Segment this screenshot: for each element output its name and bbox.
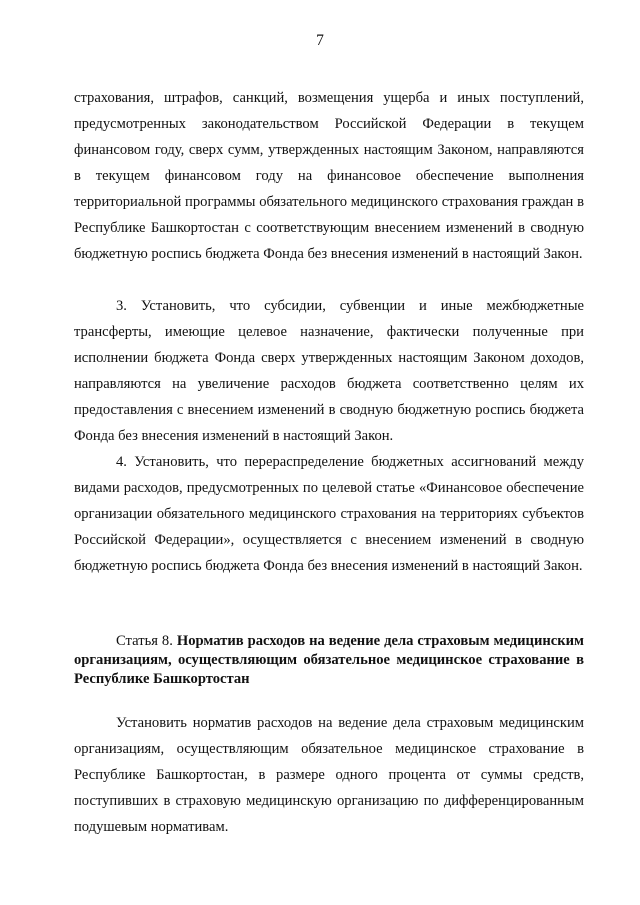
paragraph-continuation	[74, 85, 584, 267]
paragraph-text: 3. Установить, что субсидии, субвенции и иные межбюджетные трансферты, имеющие целевое назначение, фактически полученные при исполнении бюджета Фонда сверх утвержденных настоящим Законом доходов, направляются на увеличение расходов бюджета соответственно целям их предоставления с внесением изменений в сводную бюджетную роспись бюджета Фонда без внесения изменений в настоящий Закон.	[74, 298, 584, 444]
article-title: Норматив расходов на ведение дела страховым медицинским организациям, осуществляющим обязательное медицинское страхование в Республике Башкортостан	[74, 633, 584, 687]
paragraph-text: 4. Установить, что перераспределение бюджетных ассигнований между видами расходов, предусмотренных по целевой статье «Финансовое обеспечение организации обязательного медицинского страхования на территориях субъектов Российской Федерации», осуществляется с внесением изменений в сводную бюджетную роспись бюджета Фонда без внесения изменений в настоящий Закон.	[74, 454, 584, 574]
paragraph-point-4	[74, 449, 584, 579]
article-heading-text	[74, 632, 584, 689]
article-label: Статья 8.	[116, 633, 173, 649]
paragraph-point-3	[74, 293, 584, 449]
article-8-body	[74, 710, 584, 840]
article-8-heading	[74, 632, 584, 689]
page-number: 7	[316, 32, 324, 49]
paragraph-text: страхования, штрафов, санкций, возмещения ущерба и иных поступлений, предусмотренных законодательством Российской Федерации в текущем финансовом году, сверх сумм, утвержденных настоящим Законом, направляются в текущем финансовом году на финансовое обеспечение выполнения территориальной программы обязательного медицинского страхования граждан в Республике Башкортостан с соответствующим внесением изменений в сводную бюджетную роспись бюджета Фонда без внесения изменений в настоящий Закон.	[74, 90, 584, 262]
paragraph-text: Установить норматив расходов на ведение дела страховым медицинским организациям, осуществляющим обязательное медицинское страхование в Республике Башкортостан, в размере одного процента от суммы средств, поступивших в страховую медицинскую организацию по дифференцированным подушевым нормативам.	[74, 715, 584, 835]
